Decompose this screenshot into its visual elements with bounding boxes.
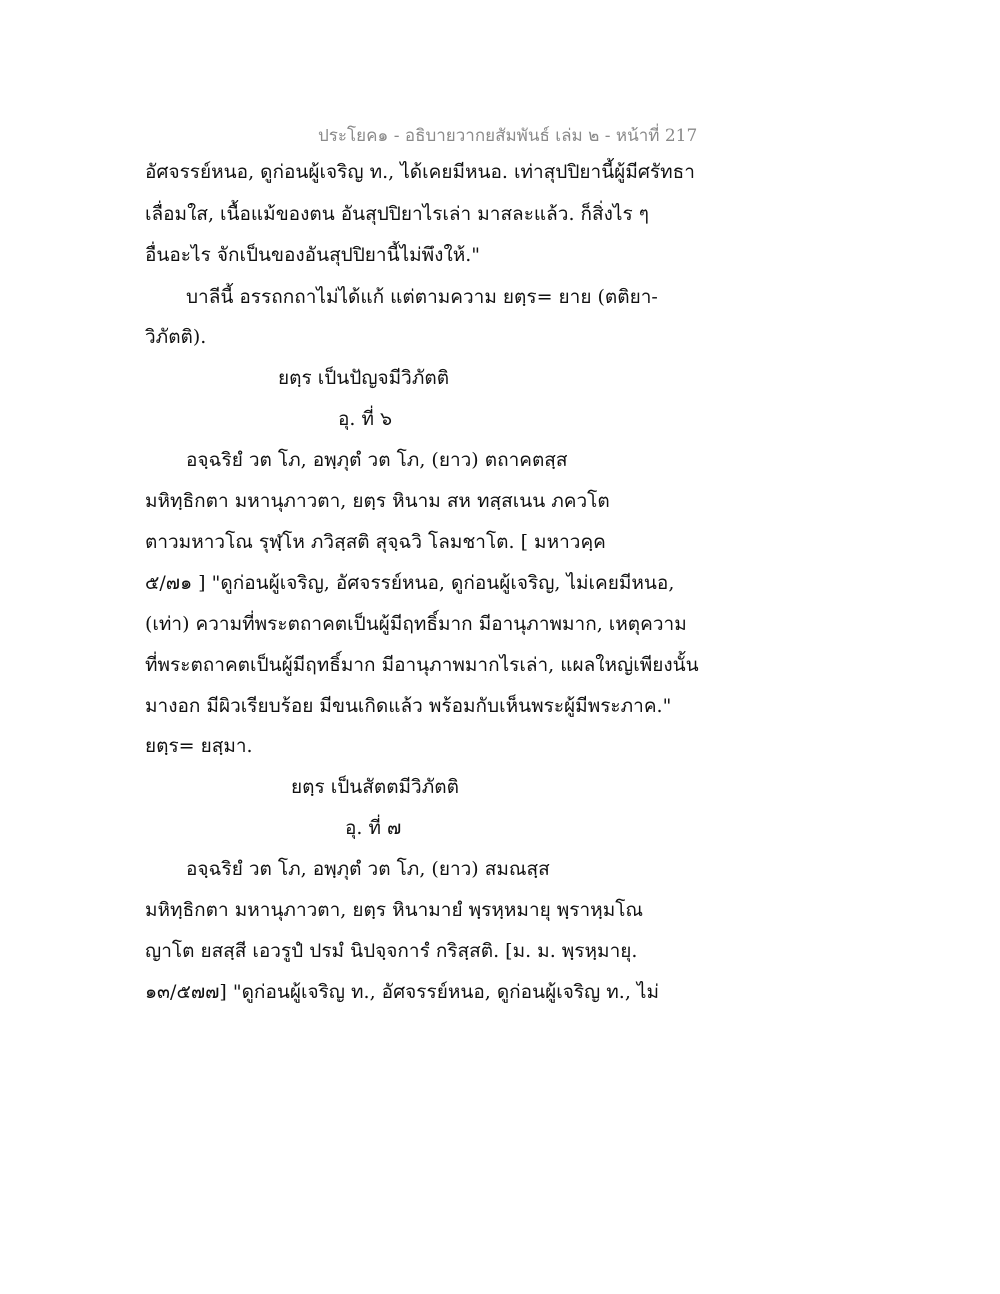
section-heading: ยตฺร เป็นสัตตมีวิภัตติ bbox=[291, 776, 459, 798]
text-line: มหิทฺธิกตา มหานุภาวตา, ยตฺร หินามายํ พฺรหฺหมายุ พฺราหฺมโณ bbox=[145, 899, 644, 921]
example-number: อุ. ที่ ๖ bbox=[338, 408, 393, 430]
text-line: อื่นอะไร จักเป็นของอันสุปปิยานี้ไม่พึงให้." bbox=[145, 244, 481, 266]
text-line: ๕/๗๑ ] "ดูก่อนผู้เจริญ, อัศจรรย์หนอ, ดูก่อนผู้เจริญ, ไม่เคยมีหนอ, bbox=[145, 572, 675, 594]
text-line: อจฺฉริยํ วต โภ, อพฺภุตํ วต โภ, (ยาว) ตถาคตสฺส bbox=[186, 449, 568, 471]
text-line: ที่พระตถาคตเป็นผู้มีฤทธิ์มาก มีอานุภาพมากไรเล่า, แผลใหญ่เพียงนั้น bbox=[145, 654, 699, 676]
text-line: บาลีนี้ อรรถกถาไม่ได้แก้ แต่ตามความ ยตฺร= ยาย (ตติยา- bbox=[186, 286, 658, 308]
text-line: ๑๓/๕๗๗] "ดูก่อนผู้เจริญ ท., อัศจรรย์หนอ, ดูก่อนผู้เจริญ ท., ไม่ bbox=[145, 981, 659, 1003]
text-line: มางอก มีผิวเรียบร้อย มีขนเกิดแล้ว พร้อมกับเห็นพระผู้มีพระภาค." bbox=[145, 695, 672, 717]
text-line: ตาวมหาวโณ รุฬฺโห ภวิสฺสติ สุจฺฉวิ โลมชาโต. [ มหาวคฺค bbox=[145, 531, 606, 553]
text-line: เลื่อมใส, เนื้อแม้ของตน อันสุปปิยาไรเล่า มาสละแล้ว. ก็สิ่งไร ๆ bbox=[145, 203, 649, 225]
text-line: ยตฺร= ยสฺมา. bbox=[145, 735, 253, 757]
text-line: อจฺฉริยํ วต โภ, อพฺภุตํ วต โภ, (ยาว) สมณสฺส bbox=[186, 858, 550, 880]
text-line: อัศจรรย์หนอ, ดูก่อนผู้เจริญ ท., ได้เคยมีหนอ. เท่าสุปปิยานี้ผู้มีศรัทธา bbox=[145, 161, 695, 183]
section-heading: ยตฺร เป็นปัญจมีวิภัตติ bbox=[278, 367, 450, 389]
text-line: (เท่า) ความที่พระตถาคตเป็นผู้มีฤทธิ์มาก มีอานุภาพมาก, เหตุความ bbox=[145, 613, 687, 635]
page-header: ประโยค๑ - อธิบายวากยสัมพันธ์ เล่ม ๒ - หน้าที่ 217 bbox=[318, 126, 698, 146]
example-number: อุ. ที่ ๗ bbox=[345, 817, 402, 839]
text-line: ญาโต ยสสฺสี เอวรูปํ ปรมํ นิปจฺจการํ กริสฺสติ. [ม. ม. พฺรหฺมายุ. bbox=[145, 940, 638, 962]
text-line: มหิทฺธิกตา มหานุภาวตา, ยตฺร หินาม สห ทสฺสเนน ภควโต bbox=[145, 490, 610, 512]
text-line: วิภัตติ). bbox=[145, 326, 207, 348]
